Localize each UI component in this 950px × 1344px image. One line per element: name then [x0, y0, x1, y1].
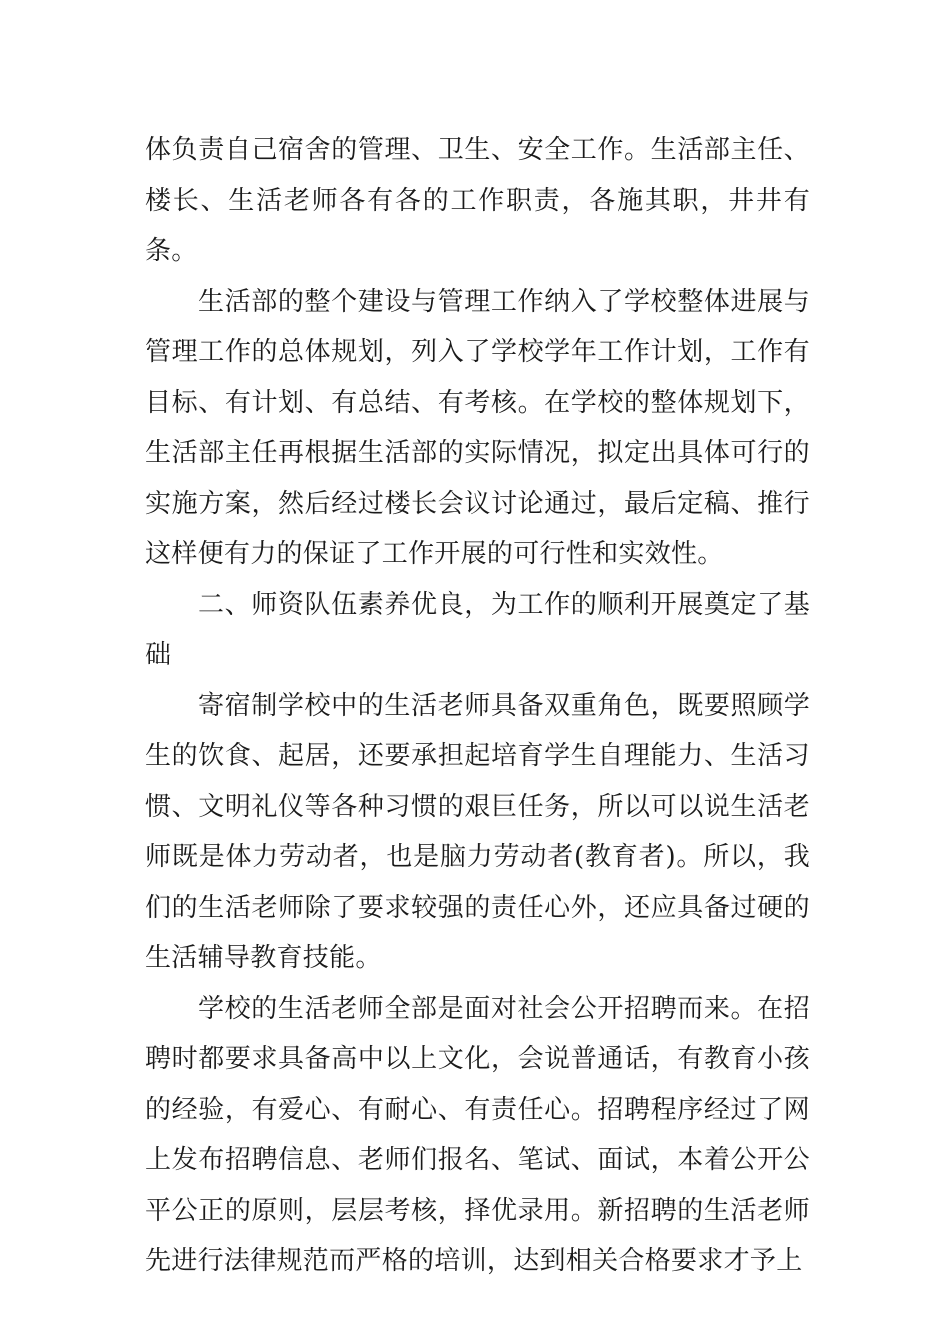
document-body [145, 125, 810, 1287]
paragraph-3: 寄宿制学校中的生活老师具备双重角色，既要照顾学生的饮食、起居，还要承担起培育学生自理能力、生活习惯、文明礼仪等各种习惯的艰巨任务，所以可以说生活老师既是体力劳动者，也是脑力劳动者(教育者)。所以，我们的生活老师除了要求较强的责任心外，还应具备过硬的生活辅导教育技能。 [145, 690, 810, 973]
section-heading-2: 二、师资队伍素养优良，为工作的顺利开展奠定了基础 [145, 589, 810, 670]
paragraph-2: 生活部的整个建设与管理工作纳入了学校整体进展与管理工作的总体规划，列入了学校学年工作计划，工作有目标、有计划、有总结、有考核。在学校的整体规划下，生活部主任再根据生活部的实际情况，拟定出具体可行的实施方案，然后经过楼长会议讨论通过，最后定稿、推行这样便有力的保证了工作开展的可行性和实效性。 [145, 286, 810, 569]
paragraph-1: 体负责自己宿舍的管理、卫生、安全工作。生活部主任、楼长、生活老师各有各的工作职责，各施其职，井井有条。 [145, 135, 810, 266]
paragraph-4: 学校的生活老师全部是面对社会公开招聘而来。在招聘时都要求具备高中以上文化，会说普通话，有教育小孩的经验，有爱心、有耐心、有责任心。招聘程序经过了网上发布招聘信息、老师们报名、笔试、面试，本着公开公平公正的原则，层层考核，择优录用。新招聘的生活老师先进行法律规范而严格的培训，达到相关合格要求才予上 [145, 993, 810, 1276]
